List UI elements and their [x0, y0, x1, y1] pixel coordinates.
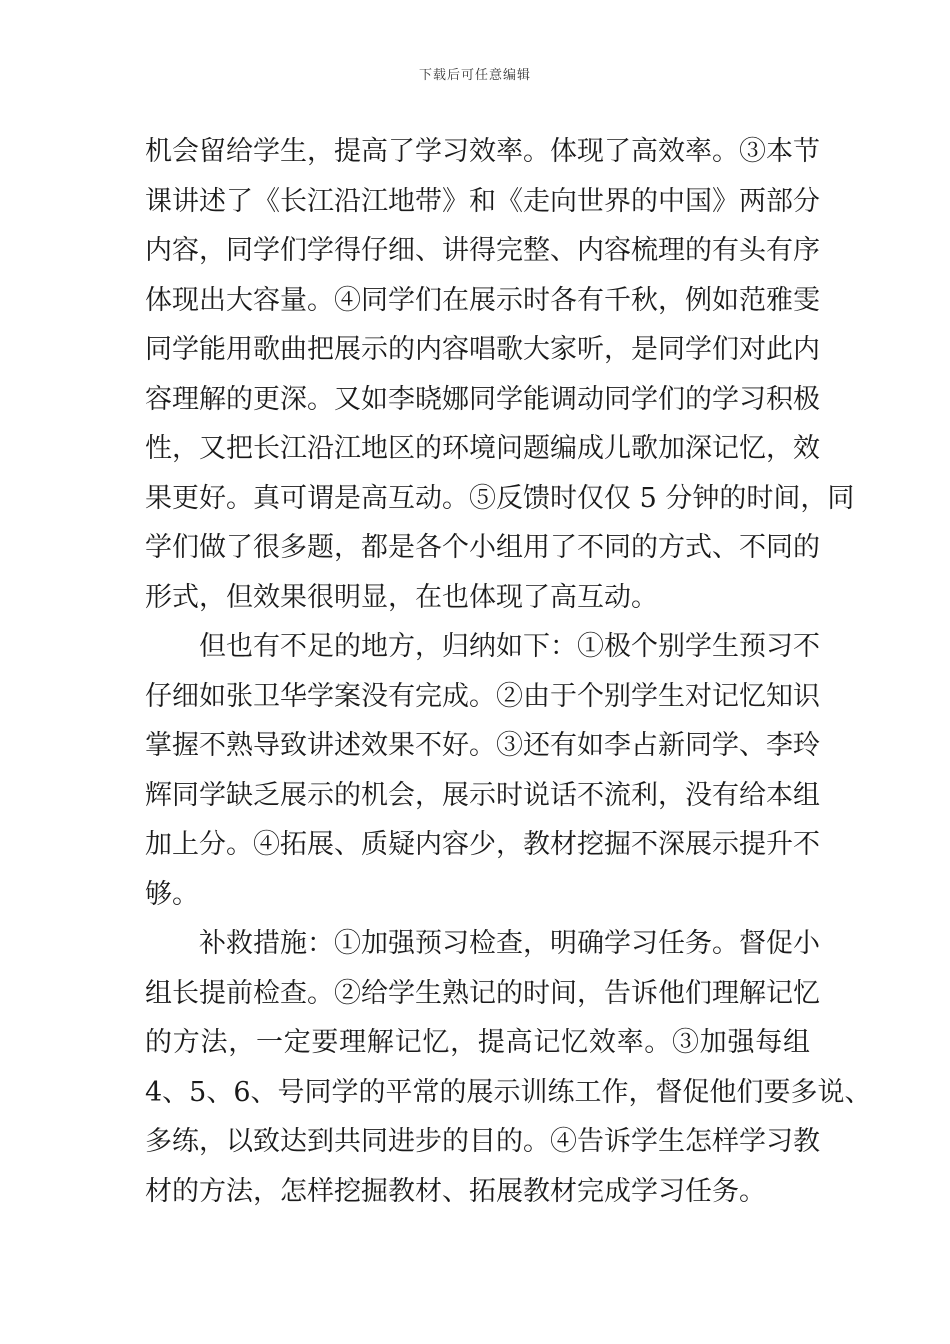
text-line: 多练，以致达到共同进步的目的。④告诉学生怎样学习教 — [145, 1126, 820, 1157]
text-line: 加上分。④拓展、质疑内容少，教材挖掘不深展示提升不 — [145, 829, 820, 860]
text-line: 形式，但效果很明显，在也体现了高互动。 — [145, 581, 658, 613]
text-line: 体现出大容量。④同学们在展示时各有千秋，例如范雅雯 — [145, 284, 820, 316]
text-line: 容理解的更深。又如李晓娜同学能调动同学们的学习积极 — [145, 383, 820, 415]
text-line: 辉同学缺乏展示的机会，展示时说话不流利，没有给本组 — [145, 779, 820, 811]
text-line: 同学能用歌曲把展示的内容唱歌大家听，是同学们对此内 — [145, 334, 820, 365]
paragraph — [145, 622, 820, 919]
text-line: 果更好。真可谓是高互动。⑤反馈时仅仅 5 分钟的时间，同 — [145, 482, 855, 514]
text-line: 学们做了很多题，都是各个小组用了不同的方式、不同的 — [145, 532, 820, 563]
document-body — [145, 127, 872, 1216]
text-line: 掌握不熟导致讲述效果不好。③还有如李占新同学、李玲 — [145, 730, 820, 761]
paragraph — [145, 127, 855, 622]
text-line: 4、5、6、号同学的平常的展示训练工作，督促他们要多说、 — [145, 1076, 872, 1108]
text-line: 机会留给学生，提高了学习效率。体现了高效率。③本节 — [145, 136, 820, 167]
text-line: 仔细如张卫华学案没有完成。②由于个别学生对记忆知识 — [145, 680, 820, 712]
text-line: 内容，同学们学得仔细、讲得完整、内容梳理的有头有序 — [145, 235, 820, 266]
text-line: 补救措施：①加强预习检查，明确学习任务。督促小 — [199, 928, 820, 959]
text-line: 但也有不足的地方，归纳如下：①极个别学生预习不 — [199, 631, 820, 662]
text-line: 课讲述了《长江沿江地带》和《走向世界的中国》两部分 — [145, 185, 820, 217]
page-header: 下载后可任意编辑 — [418, 68, 531, 83]
text-line: 够。 — [145, 878, 199, 910]
text-line: 组长提前检查。②给学生熟记的时间，告诉他们理解记忆 — [145, 977, 820, 1009]
text-line: 的方法，一定要理解记忆，提高记忆效率。③加强每组 — [145, 1027, 810, 1058]
paragraph — [145, 919, 872, 1216]
text-line: 材的方法，怎样挖掘教材、拓展教材完成学习任务。 — [145, 1175, 766, 1207]
text-line: 性，又把长江沿江地区的环境问题编成儿歌加深记忆，效 — [145, 433, 820, 464]
